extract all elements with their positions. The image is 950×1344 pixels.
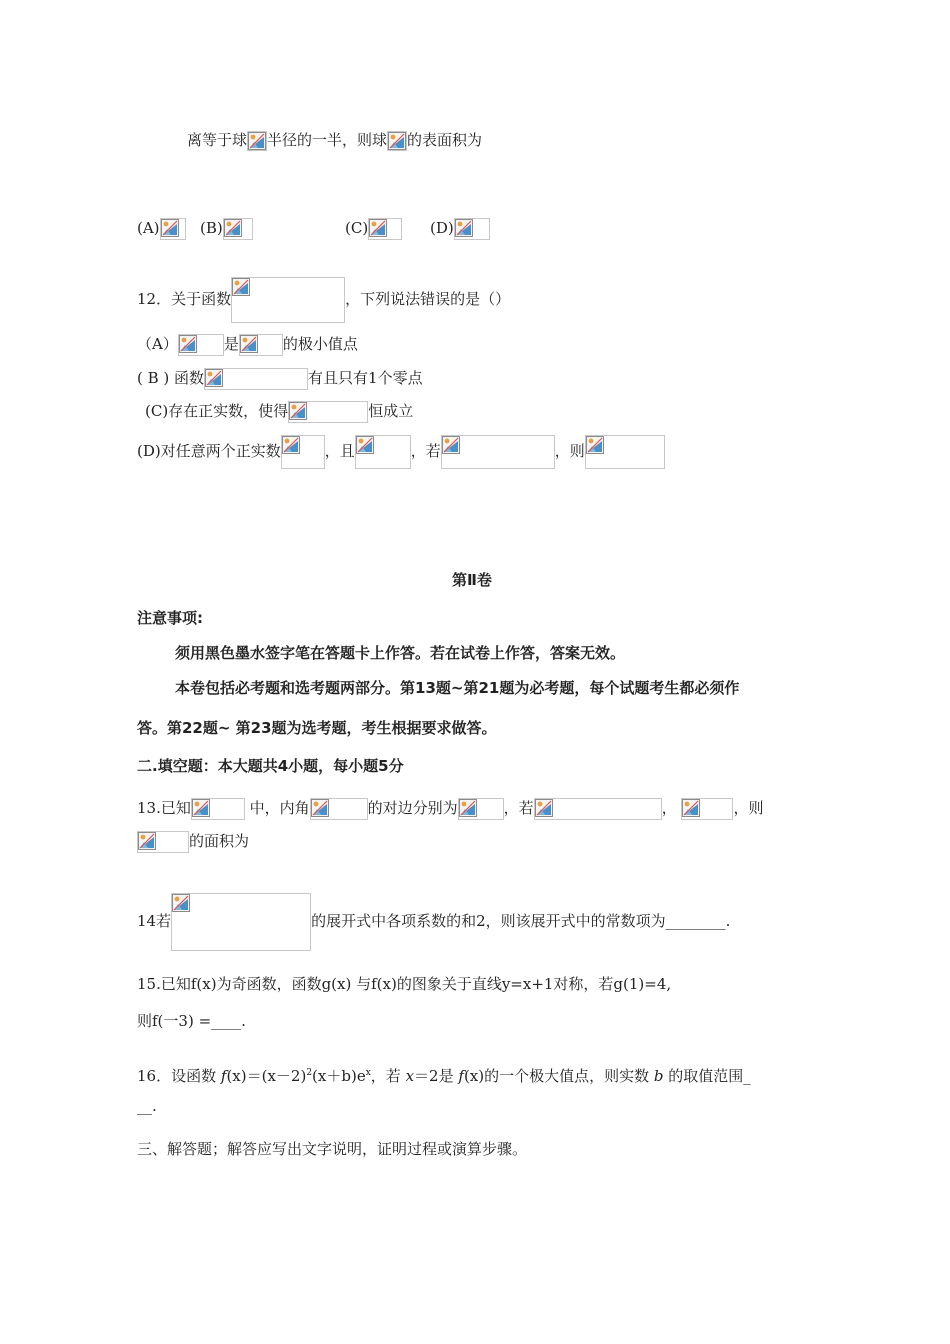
broken-image-icon bbox=[387, 131, 407, 151]
broken-image-icon bbox=[281, 435, 325, 469]
q12-option-b: ( B ) 函数 有且只有1个零点 bbox=[137, 367, 423, 390]
q12-stem: 12．关于函数 ，下列说法错误的是（） bbox=[137, 276, 510, 323]
broken-image-icon bbox=[178, 334, 224, 356]
broken-image-icon bbox=[160, 218, 186, 240]
q13-line2: 的面积为 bbox=[137, 830, 249, 853]
q12-option-a: （A） 是 的极小值点 bbox=[137, 333, 358, 356]
broken-image-icon bbox=[458, 798, 504, 820]
q11-option-b: (B) bbox=[200, 217, 253, 240]
broken-image-icon bbox=[191, 798, 245, 820]
broken-image-icon bbox=[454, 218, 490, 240]
broken-image-icon bbox=[310, 798, 368, 820]
broken-image-icon bbox=[368, 218, 402, 240]
q16-line2: __. bbox=[137, 1097, 157, 1115]
broken-image-icon bbox=[355, 435, 411, 469]
part2-title: 第Ⅱ卷 bbox=[452, 571, 492, 589]
broken-image-icon bbox=[223, 218, 253, 240]
q12-option-d: (D)对任意两个正实数 ，且 ，若 ，则 bbox=[137, 434, 665, 469]
broken-image-icon bbox=[585, 435, 665, 469]
broken-image-icon bbox=[534, 798, 662, 820]
broken-image-icon bbox=[239, 334, 283, 356]
broken-image-icon bbox=[681, 798, 733, 820]
broken-image-icon bbox=[204, 368, 308, 390]
q13-line1: 13.已知 中，内角 的对边分别为 ，若 ， ，则 bbox=[137, 797, 764, 820]
q15-line2: 则f(一3) =____. bbox=[137, 1012, 246, 1030]
q12-option-c: (C)存在正实数，使得 恒成立 bbox=[145, 400, 413, 423]
q11-option-a: (A) bbox=[137, 217, 186, 240]
broken-image-icon bbox=[247, 131, 267, 151]
part2-line1: 须用黑色墨水签字笔在答题卡上作答。若在试卷上作答，答案无效。 bbox=[175, 644, 626, 662]
broken-image-icon bbox=[137, 831, 189, 853]
section-3-heading: 三、解答题；解答应写出文字说明，证明过程或演算步骤。 bbox=[137, 1140, 528, 1158]
q11-continuation: 离等于球 半径的一半，则球 的表面积为 bbox=[187, 131, 483, 149]
part2-notice: 注意事项: bbox=[137, 609, 203, 627]
q11-option-d: (D) bbox=[430, 217, 490, 240]
q11-option-c: (C) bbox=[345, 217, 402, 240]
broken-image-icon bbox=[171, 893, 311, 951]
broken-image-icon bbox=[288, 401, 368, 423]
part2-line2: 本卷包括必考题和选考题两部分。第13题~第21题为必考题，每个试题考生都必须作 bbox=[175, 679, 740, 697]
q15-line1: 15.已知f(x)为奇函数，函数g(x) 与f(x)的图象关于直线y=x+1对称，若g(1)=4, bbox=[137, 975, 672, 993]
q14: 14若 的展开式中各项系数的和2，则该展开式中的常数项为________. bbox=[137, 892, 730, 951]
part2-line3: 答。第22题~ 第23题为选考题，考生根据要求做答。 bbox=[137, 719, 497, 737]
broken-image-icon bbox=[231, 277, 345, 323]
broken-image-icon bbox=[441, 435, 555, 469]
section-2-heading: 二.填空题：本大题共4小题，每小题5分 bbox=[137, 757, 404, 775]
q16-line1: 16．设函数 $f(x)=(x-2)^2(x+b)e^x$，若 x＝2是 f(x)的一个极大值点，则实数 b 的取值范围_ bbox=[137, 1067, 751, 1085]
